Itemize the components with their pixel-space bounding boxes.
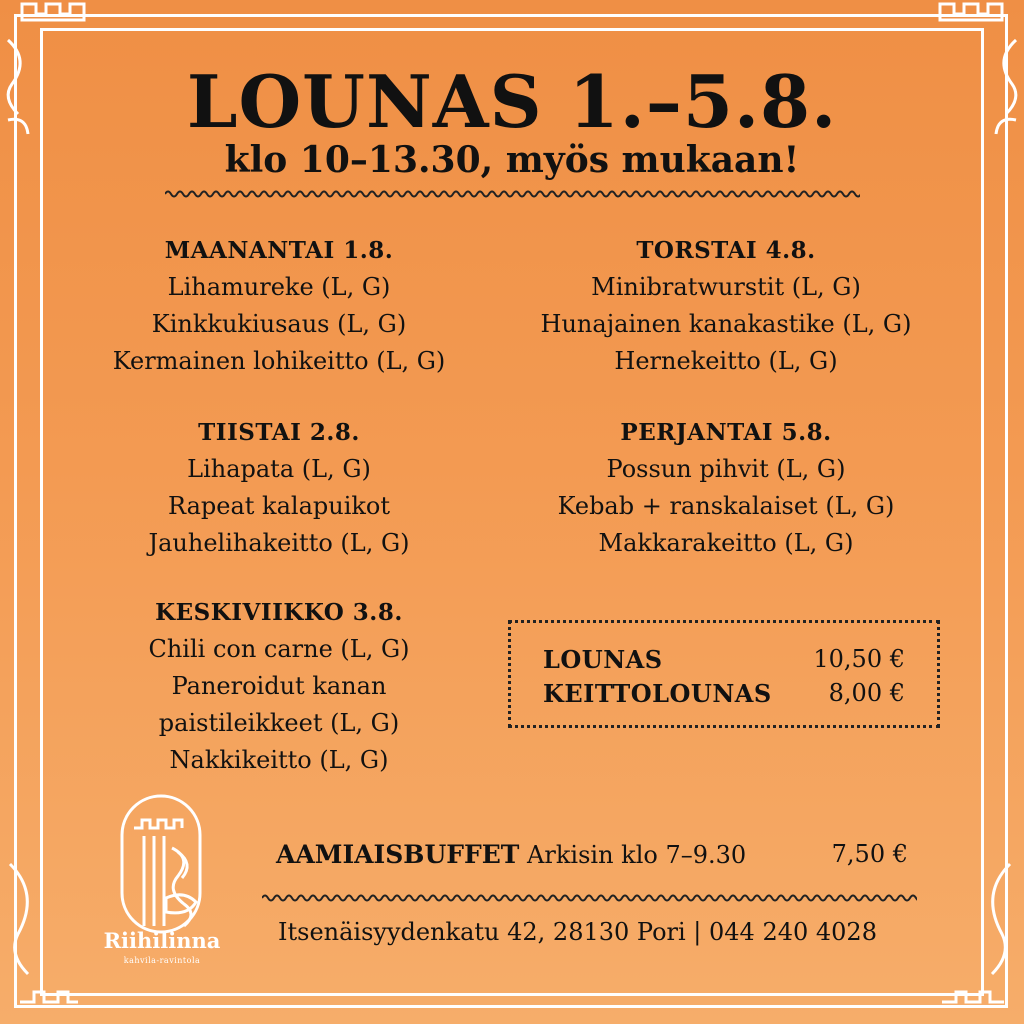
menu-item: Lihamureke (L, G) [167, 273, 391, 301]
corner-ornament-bottom-left [0, 844, 90, 1024]
day-name: TIISTAI 2.8. [198, 419, 360, 446]
menu-item: Paneroidut kanan [171, 672, 387, 700]
price-row-keittolounas [543, 679, 905, 713]
price-value: 8,00 € [828, 679, 905, 707]
menu-item: paistileikkeet (L, G) [158, 709, 400, 737]
price-label: LOUNAS [543, 645, 663, 674]
breakfast-price: 7,50 € [831, 840, 908, 868]
price-value: 10,50 € [813, 645, 905, 673]
logo-name: Riihilinna [103, 928, 221, 953]
breakfast-line [276, 840, 908, 874]
corner-ornament-bottom-right [914, 844, 1024, 1024]
breakfast-label: AAMIAISBUFFET [276, 840, 520, 869]
day-friday [520, 414, 932, 562]
contact-line: Itsenäisyydenkatu 42, 28130 Pori | 044 240 4028 [278, 918, 877, 946]
menu-item: Minibratwurstit (L, G) [591, 273, 861, 301]
menu-item: Nakkikeitto (L, G) [169, 746, 389, 774]
price-row-lounas [543, 645, 905, 679]
wavy-divider-bottom [262, 890, 917, 906]
wavy-divider-top [165, 186, 860, 202]
menu-item: Kermainen lohikeitto (L, G) [112, 347, 446, 375]
page-subtitle: klo 10–13.30, myös mukaan! [224, 139, 800, 181]
menu-item: Possun pihvit (L, G) [606, 455, 846, 483]
menu-item: Lihapata (L, G) [187, 455, 371, 483]
menu-item: Jauhelihakeitto (L, G) [148, 529, 410, 557]
menu-item: Makkarakeitto (L, G) [598, 529, 854, 557]
logo-tagline: kahvila-ravintola [123, 956, 201, 965]
menu-item: Hernekeitto (L, G) [614, 347, 838, 375]
menu-item: Kinkkukiusaus (L, G) [151, 310, 407, 338]
day-tuesday [100, 414, 458, 562]
price-label: KEITTOLOUNAS [543, 679, 772, 708]
day-name: MAANANTAI 1.8. [164, 237, 394, 264]
breakfast-hours: Arkisin klo 7–9.30 [527, 841, 747, 869]
page-title: LOUNAS 1.–5.8. [186, 59, 838, 144]
day-name: TORSTAI 4.8. [636, 237, 816, 264]
day-name: PERJANTAI 5.8. [620, 419, 832, 446]
menu-item: Kebab + ranskalaiset (L, G) [557, 492, 895, 520]
menu-item: Hunajainen kanakastike (L, G) [540, 310, 912, 338]
day-name: KESKIVIIKKO 3.8. [155, 599, 403, 626]
menu-item: Chili con carne (L, G) [148, 635, 410, 663]
day-wednesday [100, 594, 458, 779]
day-monday [100, 232, 458, 380]
price-box [508, 620, 940, 728]
day-thursday [520, 232, 932, 380]
menu-item: Rapeat kalapuikot [167, 492, 391, 520]
